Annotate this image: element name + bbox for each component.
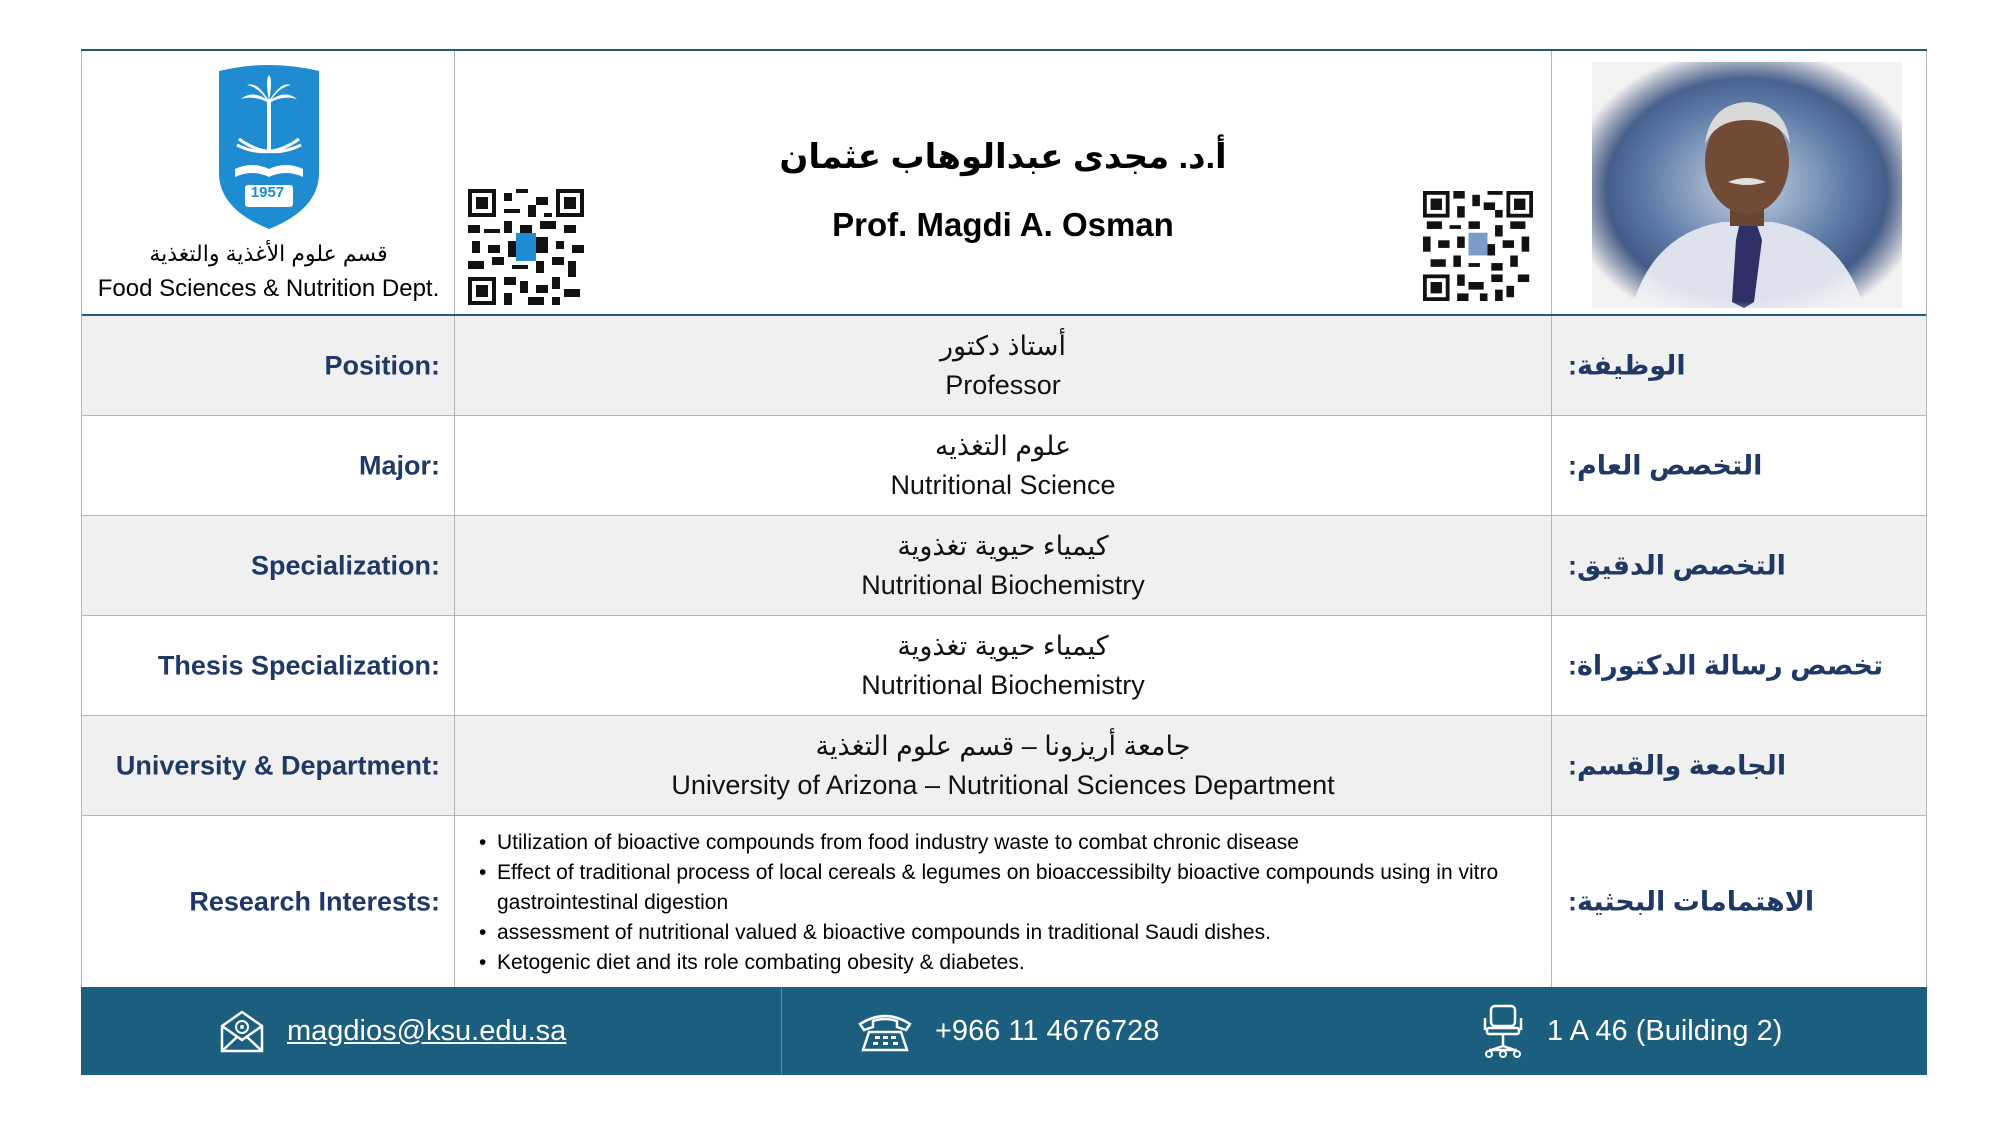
position-value-ar: أستاذ دكتور [939, 330, 1067, 361]
research-label-ar: الاهتمامات البحثية: [1568, 886, 1815, 916]
email-item [219, 987, 566, 1075]
department-name-en: Food Sciences & Nutrition Dept. [97, 275, 440, 302]
footer-divider [781, 987, 782, 1075]
university-value-ar: جامعة أريزونا – قسم علوم التغذية [815, 730, 1191, 761]
university-logo [82, 65, 455, 236]
position-value [455, 327, 1551, 405]
office-chair-icon [1481, 1004, 1525, 1058]
major-value-ar: علوم التغذيه [934, 430, 1072, 461]
row-position [82, 316, 1926, 416]
university-value [455, 727, 1551, 805]
specialization-value-en: Nutritional Biochemistry [861, 569, 1145, 600]
professor-photo [1592, 62, 1902, 308]
ksu-logo-icon [215, 65, 323, 231]
professor-name-ar: أ.د. مجدى عبدالوهاب عثمان [779, 138, 1227, 176]
specialization-value [455, 527, 1551, 605]
office-location: 1 A 46 (Building 2) [1547, 1014, 1783, 1047]
row-thesis-specialization [82, 616, 1926, 716]
name-cell [455, 51, 1552, 314]
position-label-en: Position: [324, 350, 440, 380]
university-value-en: University of Arizona – Nutritional Sciences Department [671, 769, 1335, 800]
professor-name-en: Prof. Magdi A. Osman [832, 206, 1174, 243]
phone-number[interactable]: +966 11 4676728 [935, 1014, 1160, 1047]
thesis-label-en: Thesis Specialization: [157, 650, 440, 680]
university-label-en: University & Department: [115, 750, 440, 780]
logo-year: 1957 [250, 184, 285, 201]
department-name-ar: قسم علوم الأغذية والتغذية [149, 241, 388, 266]
office-item [1481, 987, 1782, 1075]
header-row [82, 51, 1926, 316]
logo-cell [82, 51, 455, 314]
specialization-value-ar: كيمياء حيوية تغذوية [897, 530, 1109, 561]
row-university [82, 716, 1926, 816]
row-research-interests [82, 816, 1926, 987]
thesis-value-en: Nutritional Biochemistry [861, 669, 1145, 700]
thesis-label-ar: تخصص رسالة الدكتوراة: [1568, 650, 1884, 680]
thesis-value [455, 627, 1551, 705]
telephone-icon [857, 1010, 913, 1052]
profile-card [81, 49, 1927, 1073]
research-item: • Effect of traditional process of local cereals & legumes on bioaccessibilty bioactive compounds using in vitro gastrointestinal digestion [479, 858, 1531, 918]
major-label-en: Major: [359, 450, 440, 480]
position-label-ar: الوظيفة: [1568, 350, 1686, 380]
major-value [455, 427, 1551, 505]
email-link[interactable]: magdios@ksu.edu.sa [287, 1014, 567, 1047]
research-item: • Utilization of bioactive compounds from food industry waste to combat chronic disease [479, 828, 1531, 858]
contact-footer [81, 987, 1927, 1075]
thesis-value-ar: كيمياء حيوية تغذوية [897, 630, 1109, 661]
phone-item [857, 987, 1159, 1075]
university-label-ar: الجامعة والقسم: [1568, 750, 1787, 780]
profile-table [81, 51, 1927, 987]
row-major [82, 416, 1926, 516]
specialization-label-ar: التخصص الدقيق: [1568, 550, 1786, 580]
research-list [479, 828, 1531, 978]
research-item: • Ketogenic diet and its role combating obesity & diabetes. [479, 948, 1531, 978]
research-label-en: Research Interests: [189, 886, 440, 916]
major-value-en: Nutritional Science [890, 469, 1116, 500]
qr-code-right-icon [1423, 191, 1533, 306]
position-value-en: Professor [945, 369, 1061, 400]
research-item: • assessment of nutritional valued & bioactive compounds in traditional Saudi dishes. [479, 918, 1531, 948]
row-specialization [82, 516, 1926, 616]
photo-cell [1552, 51, 1926, 314]
specialization-label-en: Specialization: [250, 550, 440, 580]
major-label-ar: التخصص العام: [1568, 450, 1763, 480]
email-envelope-icon [219, 1008, 265, 1054]
